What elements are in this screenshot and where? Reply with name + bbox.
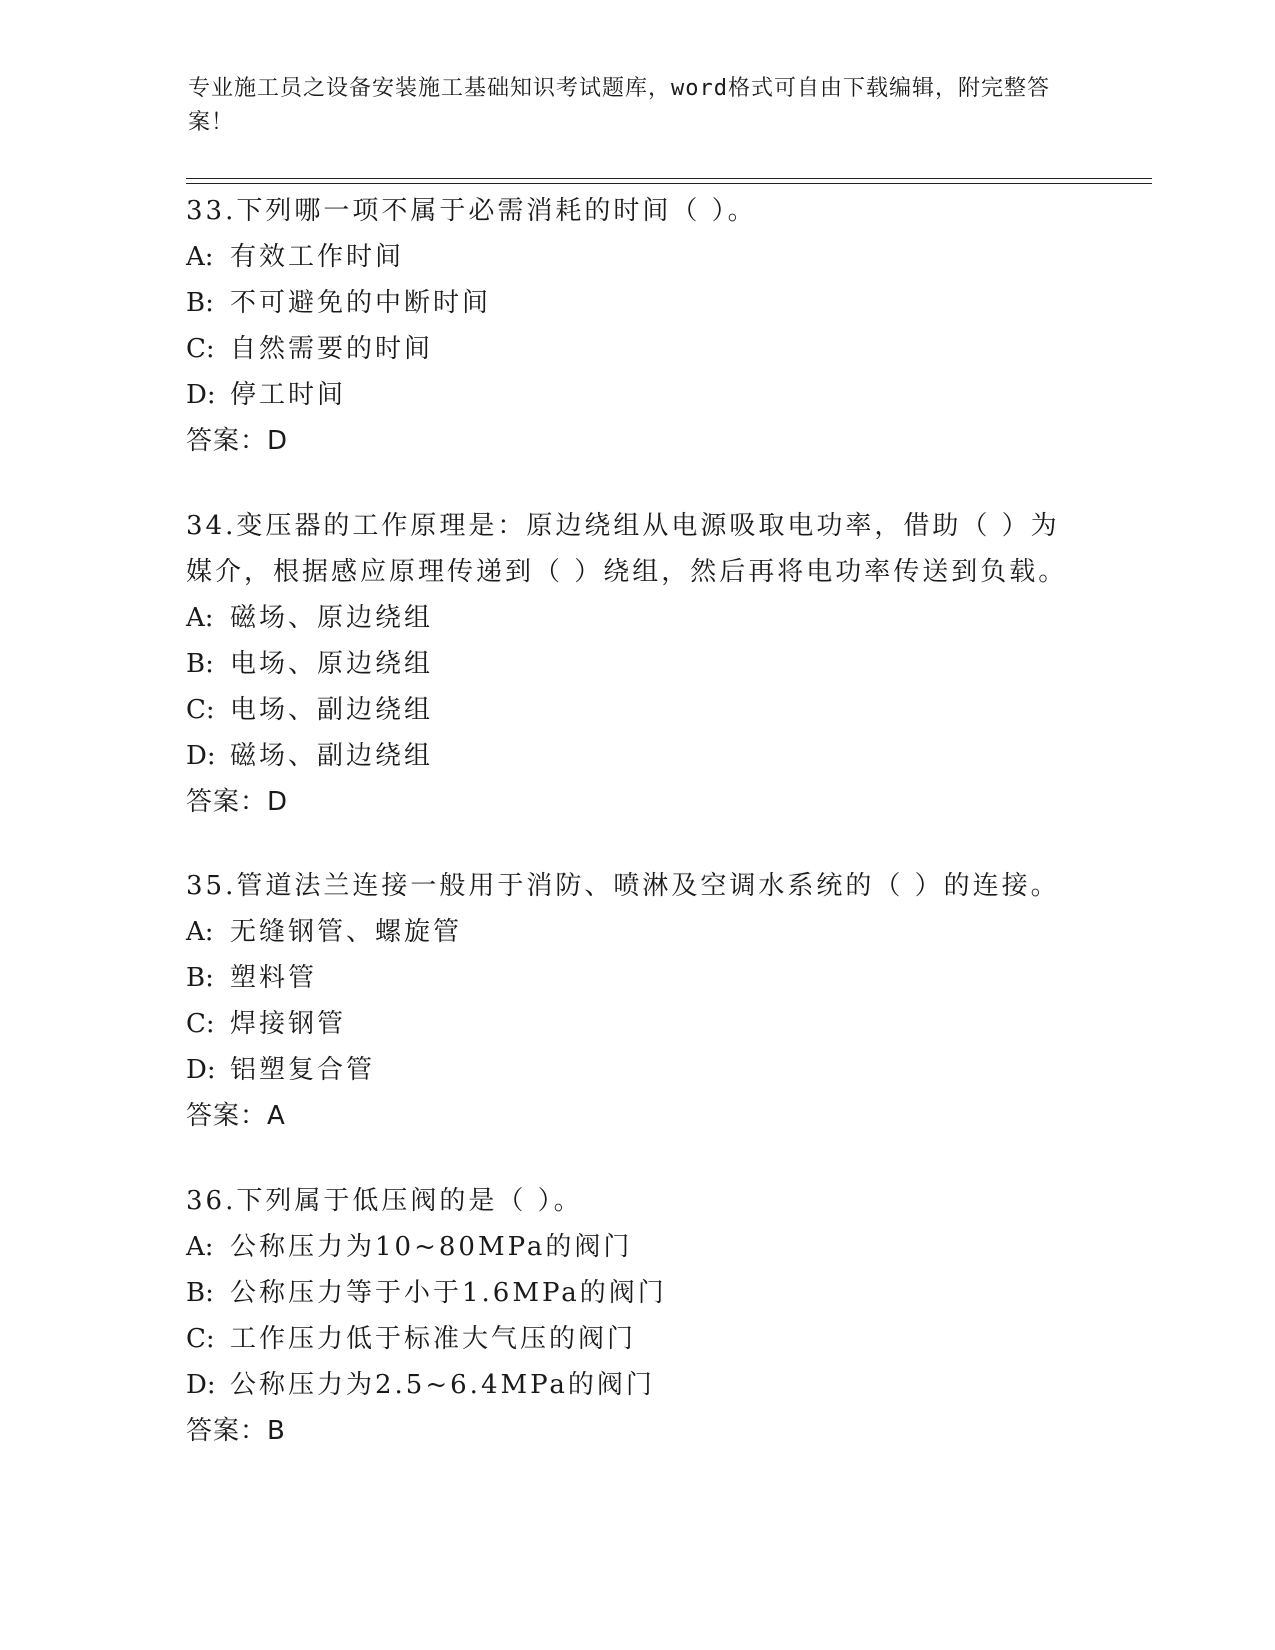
option-key: D: bbox=[186, 380, 216, 410]
option-d bbox=[186, 1047, 1086, 1093]
option-a bbox=[186, 234, 1086, 280]
answer-line: 答案：B bbox=[186, 1416, 286, 1446]
option-b bbox=[186, 1270, 1086, 1316]
option-key: B: bbox=[186, 1278, 214, 1308]
option-key: A: bbox=[186, 917, 214, 947]
question-33 bbox=[186, 188, 1086, 464]
option-text: 公称压力为2.5~6.4MPa的阀门 bbox=[230, 1370, 655, 1400]
option-text: 磁场、原边绕组 bbox=[230, 603, 434, 633]
header-rule-bottom bbox=[186, 183, 1152, 184]
option-text: 电场、副边绕组 bbox=[230, 695, 434, 725]
option-key: A: bbox=[186, 1232, 214, 1262]
option-d bbox=[186, 1362, 1086, 1408]
option-b bbox=[186, 955, 1086, 1001]
option-key: A: bbox=[186, 242, 214, 272]
option-c bbox=[186, 1001, 1086, 1047]
question-stem: 36.下列属于低压阀的是（ ）。 bbox=[186, 1186, 583, 1216]
question-35 bbox=[186, 863, 1086, 1139]
option-key: B: bbox=[186, 649, 214, 679]
option-c bbox=[186, 687, 1086, 733]
option-text: 焊接钢管 bbox=[230, 1009, 347, 1039]
option-a bbox=[186, 595, 1086, 641]
option-key: B: bbox=[186, 288, 214, 318]
option-text: 无缝钢管、螺旋管 bbox=[230, 917, 463, 947]
option-text: 工作压力低于标准大气压的阀门 bbox=[230, 1324, 637, 1354]
question-stem: 35.管道法兰连接一般用于消防、喷淋及空调水系统的（ ）的连接。 bbox=[186, 871, 1060, 901]
option-key: A: bbox=[186, 603, 214, 633]
option-key: C: bbox=[186, 695, 215, 725]
option-b bbox=[186, 280, 1086, 326]
question-36 bbox=[186, 1178, 1086, 1454]
option-a bbox=[186, 1224, 1086, 1270]
option-text: 自然需要的时间 bbox=[230, 334, 434, 364]
option-key: B: bbox=[186, 963, 214, 993]
option-key: C: bbox=[186, 1324, 215, 1354]
option-text: 公称压力等于小于1.6MPa的阀门 bbox=[230, 1278, 667, 1308]
option-key: C: bbox=[186, 1009, 215, 1039]
question-stem-line-2: 媒介，根据感应原理传递到（ ）绕组，然后再将电功率传送到负载。 bbox=[186, 557, 1068, 587]
option-key: D: bbox=[186, 1370, 216, 1400]
option-text: 电场、原边绕组 bbox=[230, 649, 434, 679]
question-stem: 33.下列哪一项不属于必需消耗的时间（ ）。 bbox=[186, 196, 757, 226]
answer-line: 答案：A bbox=[186, 1101, 286, 1131]
option-b bbox=[186, 641, 1086, 687]
option-text: 停工时间 bbox=[230, 380, 347, 410]
answer-line: 答案：D bbox=[186, 787, 289, 817]
question-stem-line-1: 34.变压器的工作原理是：原边绕组从电源吸取电功率，借助（ ）为 bbox=[186, 511, 1060, 541]
option-a bbox=[186, 909, 1086, 955]
option-d bbox=[186, 372, 1086, 418]
option-c bbox=[186, 1316, 1086, 1362]
question-34 bbox=[186, 503, 1086, 825]
option-text: 塑料管 bbox=[230, 963, 318, 993]
option-key: D: bbox=[186, 1055, 216, 1085]
option-text: 有效工作时间 bbox=[230, 242, 405, 272]
document-header: 专业施工员之设备安装施工基础知识考试题库，word格式可自由下载编辑，附完整答案！ bbox=[188, 76, 1050, 135]
option-text: 磁场、副边绕组 bbox=[230, 741, 434, 771]
option-text: 公称压力为10~80MPa的阀门 bbox=[230, 1232, 633, 1262]
option-key: D: bbox=[186, 741, 216, 771]
answer-line: 答案：D bbox=[186, 426, 289, 456]
option-text: 不可避免的中断时间 bbox=[230, 288, 492, 318]
option-d bbox=[186, 733, 1086, 779]
option-key: C: bbox=[186, 334, 215, 364]
option-text: 铝塑复合管 bbox=[230, 1055, 376, 1085]
header-rule-top bbox=[186, 178, 1152, 179]
option-c bbox=[186, 326, 1086, 372]
